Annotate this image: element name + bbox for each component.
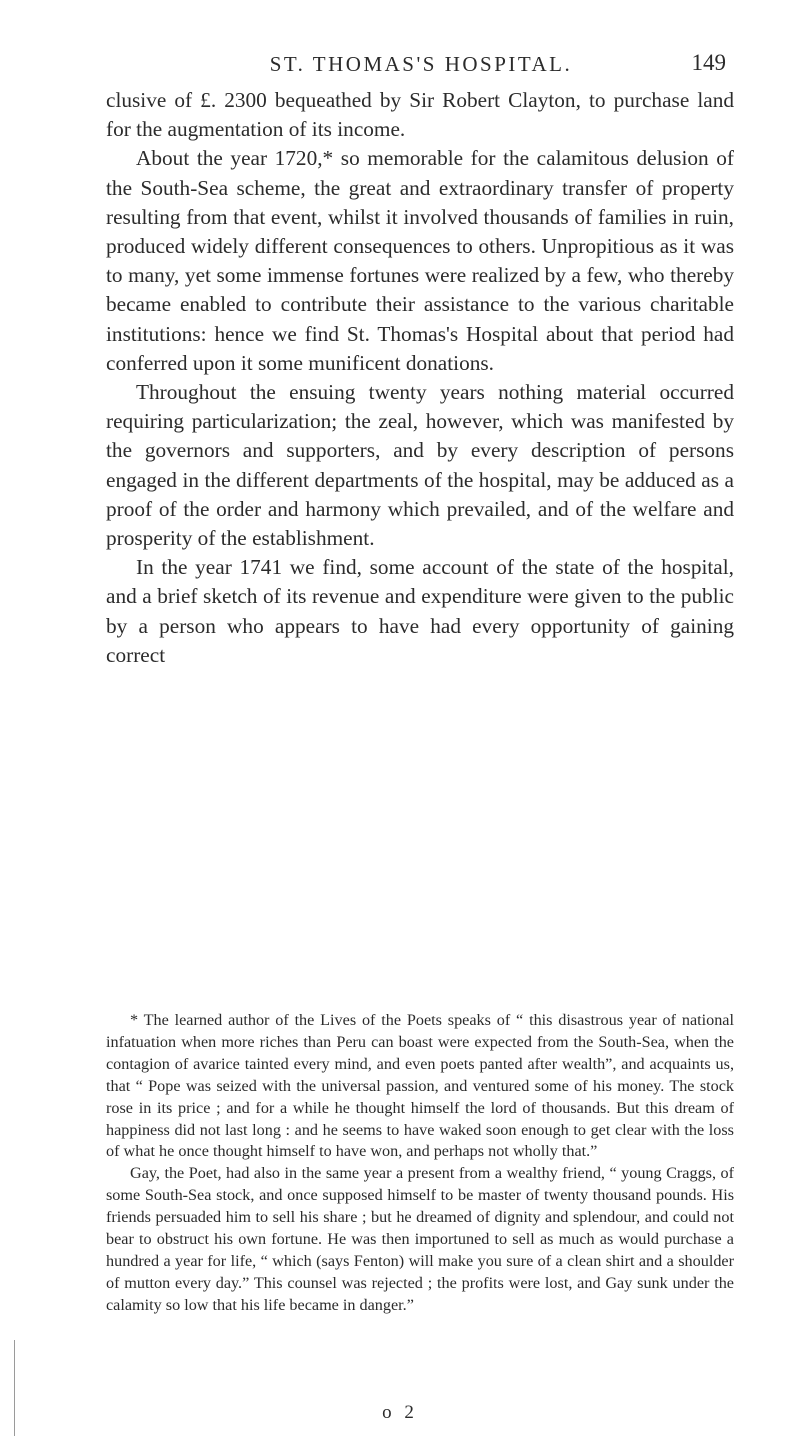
scan-edge-line	[14, 1340, 15, 1436]
footnote: * The learned author of the Lives of the Poets speaks of “ this disastrous year of national infatuation when more riches than Peru can boast were expected from the South-Sea, when the contagion of avarice tainted every mind, and even poets panted after wealth”, and acquaints us, that “ Pope was seized with the universal passion, and ventured some of his money. The stock rose in its price ; and for a while he thought himself the lord of thousands. But this dream of happiness did not last long : and he seems to have waked soon enough to get clear with the loss of what he once thought himself to have won, and perhaps not wholly that.”	[106, 1011, 734, 1161]
paragraph: Throughout the ensuing twenty years nothing material occurred requiring particularization; the zeal, however, which was manifested by the governors and supporters, and by every description of persons engaged in the different departments of the hospital, may be adduced as a proof of the order and harmony which prevailed, and of the welfare and prosperity of the establishment.	[106, 380, 734, 551]
paragraph: In the year 1741 we find, some account of the state of the hospital, and a brief sketch of its revenue and expenditure were given to the public by a person who appears to have had every opportunity of gaining correct	[106, 555, 734, 667]
main-text	[106, 86, 734, 670]
paragraph: About the year 1720,* so memorable for the calamitous delusion of the South-Sea scheme, the great and extraordinary transfer of property resulting from that event, whilst it involved thousands of families in ruin, produced widely different consequences to others. Unpropitious as it was to many, yet some immense fortunes were realized by a few, who thereby became enabled to contribute their assistance to the various charitable institutions: hence we find St. Thomas's Hospital about that period had conferred upon it some munificent donations.	[106, 146, 734, 375]
footnotes	[106, 1010, 734, 1317]
page-number: 149	[691, 50, 726, 75]
running-title: ST. THOMAS'S HOSPITAL.	[269, 52, 573, 76]
paragraph: clusive of £. 2300 bequeathed by Sir Robert Clayton, to purchase land for the augmentation of its income.	[106, 88, 734, 142]
running-head	[116, 52, 726, 82]
signature-mark: o 2	[382, 1402, 418, 1423]
footnote: Gay, the Poet, had also in the same year a present from a wealthy friend, “ young Craggs, of some South-Sea stock, and once supposed himself to be master of twenty thousand pounds. His friends persuaded him to sell his share ; but he dreamed of dignity and splendour, and could not bear to obstruct his own fortune. He was then importuned to sell as much as would purchase a hundred a year for life, “ which (says Fenton) will make you sure of a clean shirt and a shoulder of mutton every day.” This counsel was rejected ; the profits were lost, and Gay sunk under the calamity so low that his life became in danger.”	[106, 1164, 734, 1314]
